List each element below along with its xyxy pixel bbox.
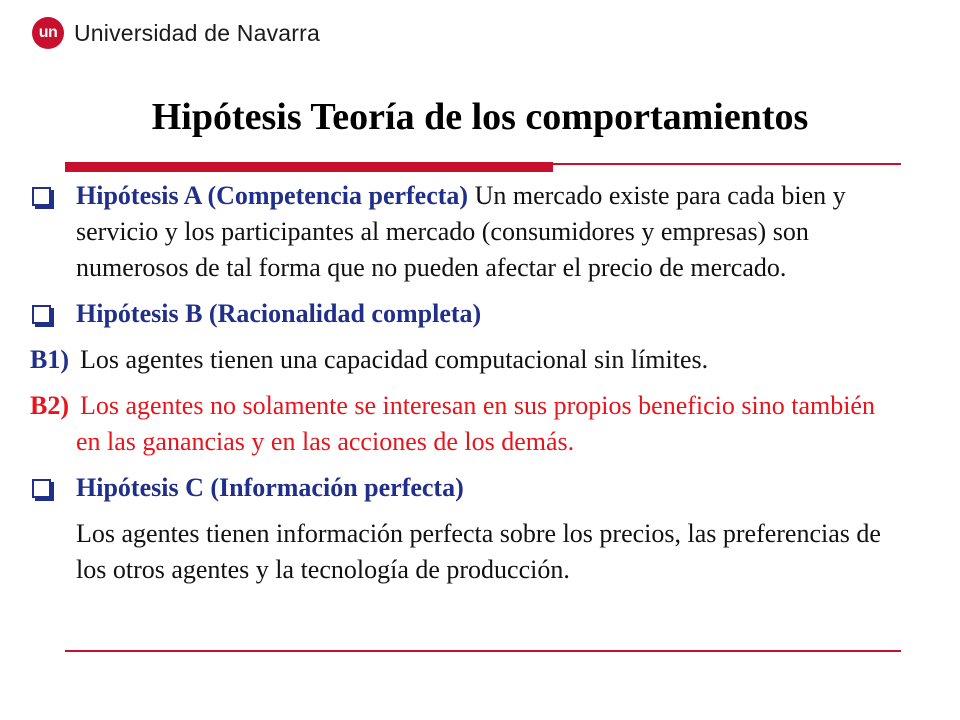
title-divider-thick [65, 162, 553, 172]
hypothesis-c-item [30, 470, 900, 506]
b1-text: Los agentes tienen una capacidad computacional sin límites. [80, 345, 709, 374]
hypothesis-a-heading: Hipótesis A (Competencia perfecta) [76, 181, 469, 210]
hypothesis-b-heading: Hipótesis B (Racionalidad completa) [76, 299, 482, 328]
hypothesis-a-item [30, 178, 900, 286]
university-name: Universidad de Navarra [74, 19, 321, 46]
hypothesis-c-heading: Hipótesis C (Información perfecta) [76, 473, 464, 502]
b2-label: B2) [30, 391, 69, 420]
slide-title: Hipótesis Teoría de los comportamientos [151, 96, 809, 138]
hollow-square-bullet-icon [32, 479, 51, 498]
hollow-square-bullet-icon [32, 305, 51, 324]
hypothesis-c-text: Los agentes tienen información perfecta sobre los precios, las preferencias de los otros agentes y la tecnología de producción. [76, 519, 881, 584]
university-logo-icon: un [32, 17, 64, 49]
bottom-divider [65, 650, 901, 652]
hypothesis-c-text-block [30, 516, 900, 588]
hypothesis-b-item [30, 296, 900, 332]
slide-body [30, 178, 900, 588]
university-logo [32, 17, 320, 49]
hypothesis-a-text: Un mercado existe para cada bien y servicio y los participantes al mercado (consumidores y empresas) son numerosos de tal forma que no pueden afectar el precio de mercado. [76, 181, 846, 282]
b1-label: B1) [30, 345, 69, 374]
b1-item [30, 342, 900, 378]
hollow-square-bullet-icon [32, 187, 51, 206]
b2-text: Los agentes no solamente se interesan en sus propios beneficio sino también en las ganancias y en las acciones de los demás. [76, 391, 875, 456]
b2-item [30, 388, 900, 460]
